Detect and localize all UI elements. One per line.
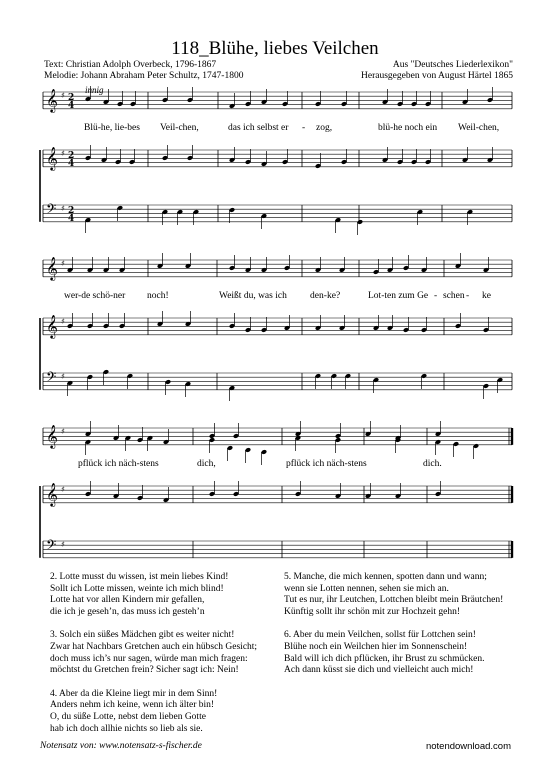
bass-clef-icon: 𝄢 (46, 369, 57, 388)
verse-line: O, du süße Lotte, nebst dem lieben Gotte (50, 711, 206, 722)
verse-line: 3. Solch ein süßes Mädchen gibt es weiter nicht! (50, 630, 235, 641)
bass-clef-icon: 𝄢 (46, 537, 57, 556)
text-author: Text: Christian Adolph Overbeck, 1796-1867 (44, 60, 217, 70)
lyric: Lot-ten zum Ge (368, 291, 429, 301)
lyric: blü-he noch ein (378, 123, 438, 133)
lyric: dich. (423, 459, 442, 469)
verses-left-column (50, 572, 280, 747)
sharp-icon: ♯ (61, 259, 65, 268)
sharp-icon: ♯ (61, 540, 65, 549)
verse-line: Bald will ich dich pflücken, ihr Brust zu schmücken. (284, 653, 485, 664)
lyrics-system-2 (64, 290, 491, 301)
sharp-icon: ♯ (61, 91, 65, 100)
time-signature: 2 (68, 93, 75, 103)
verse-line: Künftig sollt ihr schön mit zur Hochzeit gehn! (284, 606, 460, 617)
sharp-icon: ♯ (61, 149, 65, 158)
time-signature: 4 (68, 214, 75, 224)
verses-right-column (284, 572, 519, 689)
lyric: Veil-chen, (160, 123, 199, 133)
lyric: das ich selbst er (228, 123, 289, 133)
page-title: 118_Blühe, liebes Veilchen (171, 38, 379, 59)
melody-author: Melodie: Johann Abraham Peter Schultz, 1747-1800 (44, 71, 244, 81)
lyric: wer-de schö-ner (64, 291, 126, 301)
treble-clef-icon: 𝄞 (46, 482, 58, 506)
time-signature: 4 (68, 101, 75, 111)
staff-lines (40, 88, 512, 558)
sharp-icon: ♯ (61, 204, 65, 213)
verse-line: möchtst du Gretchen frein? Sicher sagt ich: Nein! (50, 665, 239, 676)
lyric: ke? (327, 291, 341, 301)
treble-clef-icon: 𝄞 (46, 314, 58, 338)
verse (284, 630, 519, 676)
lyric: schen (443, 291, 465, 301)
verse-line: 6. Aber du mein Veilchen, sollst für Lottchen sein! (284, 630, 476, 641)
sharp-icon: ♯ (61, 317, 65, 326)
editor-credit: Herausgegeben von August Härtel 1865 (361, 71, 513, 81)
footer-engraver: Notensatz von: www.notensatz-s-fischer.de (40, 741, 202, 751)
verse (50, 572, 280, 618)
sharp-icon: ♯ (61, 485, 65, 494)
time-signature: 2 (68, 151, 75, 161)
treble-clef-icon: 𝄞 (46, 256, 58, 280)
lyric: pflück ich näch-stens (78, 459, 159, 469)
verse-line: Sollt ich Lotte missen, weinte ich mich blind! (50, 583, 224, 594)
lyric: - (302, 123, 306, 133)
lyric: ke (482, 291, 491, 301)
verse-line: 4. Aber da die Kleine liegt mir in dem Sinn! (50, 688, 218, 699)
source-credit: Aus "Deutsches Liederlexikon" (392, 60, 513, 70)
time-signature: 4 (68, 159, 75, 169)
verse-line: doch muss ich’s nur sagen, würde man mich fragen: (50, 653, 248, 664)
lyric: pflück ich näch-stens (286, 459, 367, 469)
verse (50, 630, 280, 676)
treble-clef-icon: 𝄞 (46, 424, 58, 448)
treble-clef-icon: 𝄞 (46, 88, 58, 112)
sharp-icon: ♯ (61, 427, 65, 436)
verse-line: Tut es nur, ihr Leutchen, Lottchen bleibt mein Bräutchen! (284, 595, 504, 606)
lyric: - (466, 291, 470, 301)
time-signature: 2 (68, 206, 75, 216)
expression-mark: innig (85, 85, 104, 95)
lyric: dich, (197, 459, 216, 469)
verse (50, 689, 280, 735)
bass-clef-icon: 𝄢 (46, 201, 57, 220)
verse-line: die ich je geseh’n, das muss ich gesteh’n (50, 606, 205, 617)
verse-line: wenn sie Lotten nennen, sehen sie mich an. (284, 583, 449, 594)
verse-line: 5. Manche, die mich kennen, spotten dann und wann; (284, 572, 487, 582)
lyrics-system-1 (84, 123, 499, 133)
lyric: Weißt du, was ich (219, 291, 287, 301)
lyric: den- (310, 291, 327, 301)
verse (284, 572, 519, 618)
lyrics-system-3 (78, 458, 442, 469)
verse-line: Ach dann küsst sie dich und vielleicht auch mich! (284, 665, 474, 676)
lyric: noch! (147, 291, 169, 301)
verse-line: 2. Lotte musst du wissen, ist mein liebes Kind! (50, 572, 229, 582)
verse-line: hab ich doch allhie nichts so lieb als sie. (50, 723, 203, 734)
verse-line: Zwar hat Nachbars Gretchen auch ein hübsch Gesicht; (50, 641, 258, 652)
verse-line: Anders nehm ich keine, wenn ich älter bin! (50, 700, 215, 711)
lyric: zog, (316, 123, 333, 133)
verse-line: Lotte hat vor allen Kindern mir gefallen, (50, 595, 205, 606)
footer-site: notendownload.com (425, 741, 511, 752)
verse-line: Blühe noch ein Weilchen hier im Sonnenschein! (284, 641, 468, 652)
lyric: - (434, 291, 438, 301)
sharp-icon: ♯ (61, 372, 65, 381)
treble-clef-icon: 𝄞 (46, 146, 58, 170)
lyric: Blü-he, lie-bes (84, 123, 140, 133)
lyric: Weil-chen, (458, 123, 500, 133)
